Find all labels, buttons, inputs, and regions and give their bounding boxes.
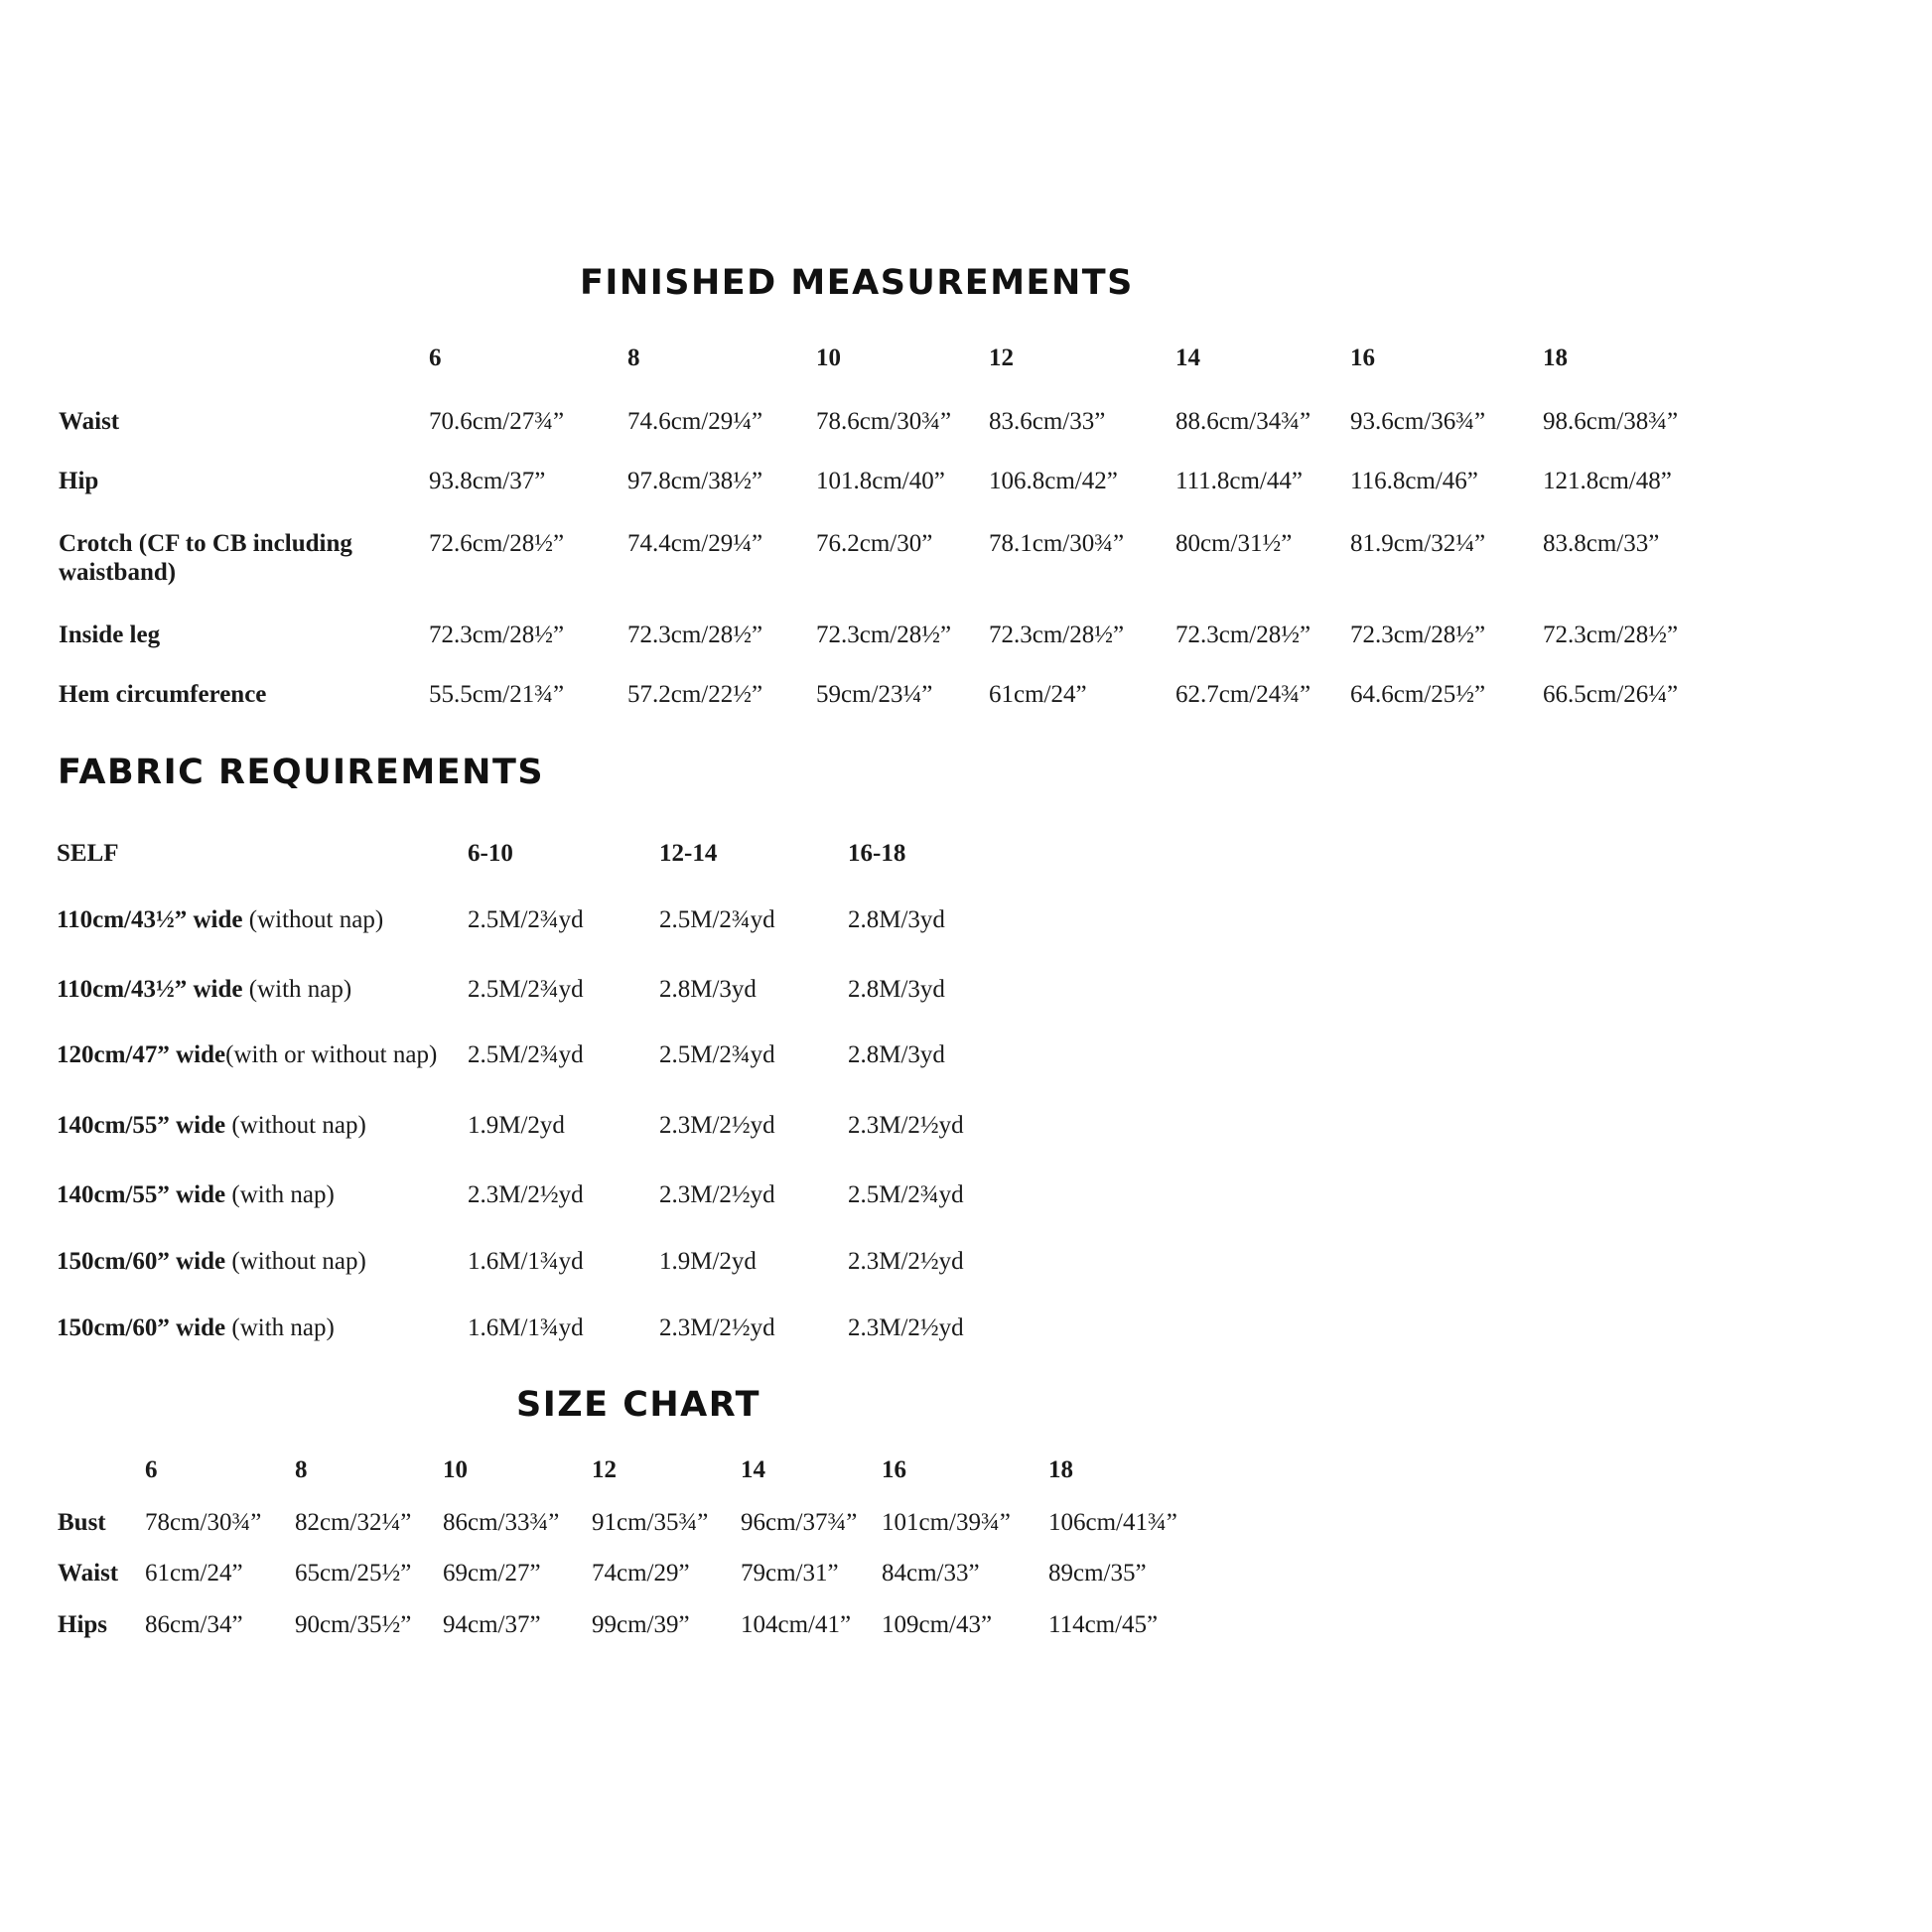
table-cell: 76.2cm/30” bbox=[816, 530, 933, 557]
table-cell: 114cm/45” bbox=[1048, 1611, 1159, 1638]
nap-note: (without nap) bbox=[225, 1248, 366, 1275]
table-cell: 2.5M/2¾yd bbox=[659, 1041, 775, 1068]
size-header: 6 bbox=[145, 1456, 158, 1483]
fabric-requirements-title: FABRIC REQUIREMENTS bbox=[58, 753, 545, 792]
fabric-width-label bbox=[57, 1247, 366, 1276]
table-cell: 2.3M/2½yd bbox=[659, 1181, 775, 1208]
fabric-width-label bbox=[57, 1313, 335, 1342]
size-group-header: 6-10 bbox=[468, 840, 513, 867]
table-cell: 89cm/35” bbox=[1048, 1560, 1147, 1587]
table-cell: 64.6cm/25½” bbox=[1350, 681, 1486, 708]
table-cell: 72.3cm/28½” bbox=[1175, 621, 1311, 648]
table-cell: 72.3cm/28½” bbox=[816, 621, 952, 648]
table-cell: 84cm/33” bbox=[882, 1560, 980, 1587]
table-cell: 106cm/41¾” bbox=[1048, 1509, 1177, 1536]
size-group-header: 12-14 bbox=[659, 840, 718, 867]
fabric-width-label bbox=[57, 1180, 335, 1209]
row-label: Crotch (CF to CB including waistband) bbox=[59, 530, 352, 586]
table-cell: 1.6M/1¾yd bbox=[468, 1248, 584, 1275]
table-cell: 82cm/32¼” bbox=[295, 1509, 412, 1536]
row-label: Inside leg bbox=[59, 621, 161, 648]
table-cell: 80cm/31½” bbox=[1175, 530, 1293, 557]
table-cell: 2.8M/3yd bbox=[848, 976, 945, 1003]
table-cell: 61cm/24” bbox=[145, 1560, 243, 1587]
table-cell: 86cm/34” bbox=[145, 1611, 243, 1638]
table-cell: 2.8M/3yd bbox=[848, 1041, 945, 1068]
table-cell: 111.8cm/44” bbox=[1175, 468, 1303, 494]
table-cell: 72.3cm/28½” bbox=[627, 621, 763, 648]
table-cell: 1.6M/1¾yd bbox=[468, 1314, 584, 1341]
table-cell: 72.6cm/28½” bbox=[429, 530, 565, 557]
size-group-header: 16-18 bbox=[848, 840, 906, 867]
table-cell: 72.3cm/28½” bbox=[989, 621, 1125, 648]
nap-note: (without nap) bbox=[242, 906, 384, 933]
size-header: 18 bbox=[1543, 345, 1568, 371]
size-header: 8 bbox=[295, 1456, 308, 1483]
table-cell: 70.6cm/27¾” bbox=[429, 408, 565, 435]
row-label: Hips bbox=[58, 1611, 108, 1638]
table-cell: 65cm/25½” bbox=[295, 1560, 412, 1587]
table-cell: 61cm/24” bbox=[989, 681, 1087, 708]
table-cell: 121.8cm/48” bbox=[1543, 468, 1672, 494]
nap-note: (with or without nap) bbox=[225, 1041, 438, 1068]
table-cell: 99cm/39” bbox=[592, 1611, 690, 1638]
table-cell: 62.7cm/24¾” bbox=[1175, 681, 1311, 708]
table-cell: 98.6cm/38¾” bbox=[1543, 408, 1679, 435]
table-cell: 74cm/29” bbox=[592, 1560, 690, 1587]
table-cell: 2.5M/2¾yd bbox=[468, 976, 584, 1003]
row-label: Waist bbox=[59, 408, 120, 435]
fabric-width: 120cm/47” wide bbox=[57, 1041, 226, 1068]
table-cell: 93.6cm/36¾” bbox=[1350, 408, 1486, 435]
nap-note: (with nap) bbox=[225, 1181, 335, 1208]
table-cell: 2.5M/2¾yd bbox=[468, 1041, 584, 1068]
table-cell: 106.8cm/42” bbox=[989, 468, 1118, 494]
fabric-width: 140cm/55” wide bbox=[57, 1181, 226, 1208]
fabric-width-label bbox=[57, 1111, 366, 1140]
size-header: 16 bbox=[1350, 345, 1375, 371]
table-cell: 2.5M/2¾yd bbox=[848, 1181, 964, 1208]
table-cell: 2.5M/2¾yd bbox=[659, 906, 775, 933]
size-header: 16 bbox=[882, 1456, 906, 1483]
nap-note: (with nap) bbox=[242, 976, 352, 1003]
table-cell: 94cm/37” bbox=[443, 1611, 541, 1638]
table-cell: 88.6cm/34¾” bbox=[1175, 408, 1311, 435]
table-cell: 97.8cm/38½” bbox=[627, 468, 763, 494]
size-header: 14 bbox=[741, 1456, 765, 1483]
fabric-width-label bbox=[57, 905, 383, 934]
table-cell: 96cm/37¾” bbox=[741, 1509, 858, 1536]
table-cell: 2.3M/2½yd bbox=[848, 1112, 964, 1139]
size-header: 14 bbox=[1175, 345, 1200, 371]
size-header: 12 bbox=[592, 1456, 617, 1483]
table-cell: 74.6cm/29¼” bbox=[627, 408, 763, 435]
nap-note: (without nap) bbox=[225, 1112, 366, 1139]
self-label: SELF bbox=[57, 840, 119, 867]
table-cell: 101.8cm/40” bbox=[816, 468, 945, 494]
table-cell: 1.9M/2yd bbox=[468, 1112, 565, 1139]
table-cell: 116.8cm/46” bbox=[1350, 468, 1478, 494]
fabric-width-label bbox=[57, 1040, 437, 1069]
table-cell: 109cm/43” bbox=[882, 1611, 993, 1638]
table-cell: 74.4cm/29¼” bbox=[627, 530, 763, 557]
table-cell: 2.5M/2¾yd bbox=[468, 906, 584, 933]
fabric-width: 110cm/43½” wide bbox=[57, 976, 243, 1003]
table-cell: 90cm/35½” bbox=[295, 1611, 412, 1638]
table-cell: 72.3cm/28½” bbox=[429, 621, 565, 648]
table-cell: 86cm/33¾” bbox=[443, 1509, 560, 1536]
table-cell: 83.6cm/33” bbox=[989, 408, 1106, 435]
fabric-width: 150cm/60” wide bbox=[57, 1248, 226, 1275]
size-header: 18 bbox=[1048, 1456, 1073, 1483]
size-header: 8 bbox=[627, 345, 640, 371]
table-cell: 2.8M/3yd bbox=[659, 976, 757, 1003]
fabric-width-label bbox=[57, 975, 351, 1004]
table-cell: 55.5cm/21¾” bbox=[429, 681, 565, 708]
row-label: Hip bbox=[59, 468, 99, 494]
table-cell: 2.3M/2½yd bbox=[659, 1314, 775, 1341]
table-cell: 104cm/41” bbox=[741, 1611, 852, 1638]
table-cell: 57.2cm/22½” bbox=[627, 681, 763, 708]
fabric-width: 140cm/55” wide bbox=[57, 1112, 226, 1139]
table-cell: 93.8cm/37” bbox=[429, 468, 546, 494]
fabric-width: 110cm/43½” wide bbox=[57, 906, 243, 933]
table-cell: 2.3M/2½yd bbox=[848, 1314, 964, 1341]
table-cell: 66.5cm/26¼” bbox=[1543, 681, 1679, 708]
table-cell: 69cm/27” bbox=[443, 1560, 541, 1587]
table-cell: 78cm/30¾” bbox=[145, 1509, 262, 1536]
size-header: 6 bbox=[429, 345, 442, 371]
table-cell: 101cm/39¾” bbox=[882, 1509, 1011, 1536]
table-cell: 72.3cm/28½” bbox=[1543, 621, 1679, 648]
table-cell: 72.3cm/28½” bbox=[1350, 621, 1486, 648]
row-label: Hem circumference bbox=[59, 681, 267, 708]
table-cell: 78.6cm/30¾” bbox=[816, 408, 952, 435]
table-cell: 2.3M/2½yd bbox=[659, 1112, 775, 1139]
table-cell: 2.8M/3yd bbox=[848, 906, 945, 933]
finished-measurements-title: FINISHED MEASUREMENTS bbox=[580, 263, 1134, 303]
table-cell: 81.9cm/32¼” bbox=[1350, 530, 1486, 557]
table-cell: 91cm/35¾” bbox=[592, 1509, 709, 1536]
size-header: 12 bbox=[989, 345, 1014, 371]
size-header: 10 bbox=[443, 1456, 468, 1483]
table-cell: 79cm/31” bbox=[741, 1560, 839, 1587]
fabric-width: 150cm/60” wide bbox=[57, 1314, 226, 1341]
nap-note: (with nap) bbox=[225, 1314, 335, 1341]
row-label: Bust bbox=[58, 1509, 106, 1536]
table-cell: 2.3M/2½yd bbox=[468, 1181, 584, 1208]
table-cell: 2.3M/2½yd bbox=[848, 1248, 964, 1275]
table-cell: 1.9M/2yd bbox=[659, 1248, 757, 1275]
size-header: 10 bbox=[816, 345, 841, 371]
table-cell: 59cm/23¼” bbox=[816, 681, 933, 708]
table-cell: 83.8cm/33” bbox=[1543, 530, 1660, 557]
row-label: Waist bbox=[58, 1560, 119, 1587]
table-cell: 78.1cm/30¾” bbox=[989, 530, 1125, 557]
size-chart-title: SIZE CHART bbox=[516, 1385, 761, 1425]
